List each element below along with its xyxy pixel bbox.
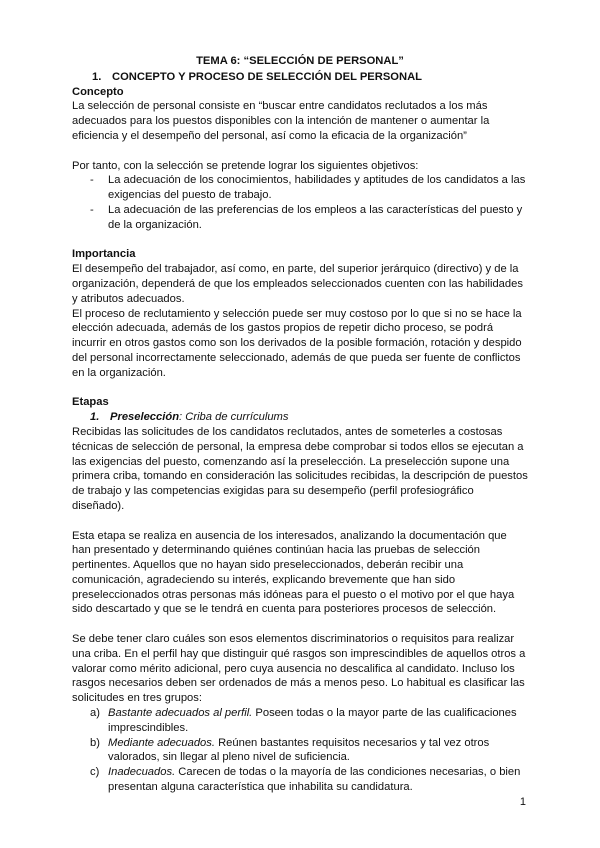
group-label: Bastante adecuados al perfil.	[108, 707, 253, 720]
objetivos-list	[72, 173, 528, 232]
list-marker: b)	[90, 736, 100, 749]
document-page	[72, 54, 528, 795]
group-text: Reúnen bastantes requisitos necesarios y tal vez otros valorados, sin llegar al pleno nivel de suficiencia.	[108, 736, 490, 764]
list-item: - La adecuación de las preferencias de los empleos a las características del puesto y de la organización.	[90, 203, 528, 233]
group-label: Mediante adecuados.	[108, 736, 215, 749]
section-number: 1.	[92, 70, 102, 83]
importancia-paragraph-1: El desempeño del trabajador, así como, en parte, del superior jerárquico (directivo) y de la organización, dependerá de que los empleados seleccionados cuenten con las habilidades y atributos adecuados.	[72, 263, 523, 305]
step-heading-1	[90, 410, 528, 425]
section-label: CONCEPTO Y PROCESO DE SELECCIÓN DEL PERSONAL	[112, 70, 422, 83]
group-text: Poseen todas o la mayor parte de las cualificaciones imprescindibles.	[108, 707, 517, 734]
section-heading-1	[92, 70, 528, 85]
list-marker: c)	[90, 766, 100, 779]
etapas-paragraph-2: Esta etapa se realiza en ausencia de los interesados, analizando la documentación que han presentado y determinando quiénes continúan hacia las pruebas de selección pertinentes. Aquellos que no hayan sido preseleccionados, deberán recibir una comunicación, agradeciendo su interés, explicando brevemente que han sido preseleccionados otras personas más idóneas para el puesto o el motivo por el que haya sido descartado y que se le tendrá en cuenta para posteriores procesos de selección.	[72, 529, 515, 616]
step-subtitle: : Criba de currículums	[179, 411, 289, 424]
list-item: - La adecuación de los conocimientos, habilidades y aptitudes de los candidatos a las exigencias del puesto de trabajo.	[90, 173, 528, 203]
concepto-paragraph-1: La selección de personal consiste en “buscar entre candidatos reclutados a los más adecuados para los puestos disponibles con la intención de mantener o aumentar la eficiencia y el desempeño del personal, así como la eficacia de la organización”	[72, 100, 490, 142]
heading-importancia: Importancia	[72, 248, 136, 261]
list-item	[90, 706, 528, 736]
etapas-paragraph-3: Se debe tener claro cuáles son esos elementos discriminatorios o requisitos para realizar una criba. En el perfil hay que distinguir qué rasgos son imprescindibles de aquellos otros a valorar como mérito adicional, pero cuya ausencia no descalifica al candidato. Incluso los rasgos necesarios deben ser ordenados de más a menos peso. Lo habitual es clasificar las solicitudes en tres grupos:	[72, 633, 526, 705]
step-label: Preselección	[110, 411, 180, 424]
groups-list	[72, 706, 528, 795]
page-number: 1	[519, 796, 526, 808]
heading-etapas: Etapas	[72, 396, 109, 409]
heading-concepto: Concepto	[72, 85, 124, 98]
group-text: Carecen de todas o la mayoría de las condiciones necesarias, o bien presentan alguna característica que inhabilita su candidatura.	[108, 766, 521, 794]
document-title: TEMA 6: “SELECCIÓN DE PERSONAL”	[196, 55, 404, 67]
etapas-paragraph-1: Recibidas las solicitudes de los candidatos reclutados, antes de someterles a costosas técnicas de selección de personal, la empresa debe comprobar si todos ellos se ejecutan a las exigencias del puesto, comenzando así la preselección. La preselección supone una primera criba, tomando en consideración las solicitudes recibidas, la descripción de puestos de trabajo y las competencias exigidas para su desempeño (perfil profesiográfico diseñado).	[72, 425, 528, 512]
list-item	[90, 736, 528, 766]
list-marker: a)	[90, 707, 100, 720]
list-item	[90, 765, 528, 795]
concepto-paragraph-2: Por tanto, con la selección se pretende lograr los siguientes objetivos:	[72, 159, 419, 172]
step-number: 1.	[90, 411, 100, 424]
importancia-paragraph-2: El proceso de reclutamiento y selección puede ser muy costoso por lo que si no se hace la elección adecuada, además de los gastos propios de repetir dicho proceso, se podrá incurrir en otros gastos como son los derivados de la posible formación, rotación y despido del personal incorrectamente seleccionado, además de que pueda ser fuente de conflictos en la organización.	[72, 307, 522, 379]
group-label: Inadecuados.	[108, 766, 176, 779]
